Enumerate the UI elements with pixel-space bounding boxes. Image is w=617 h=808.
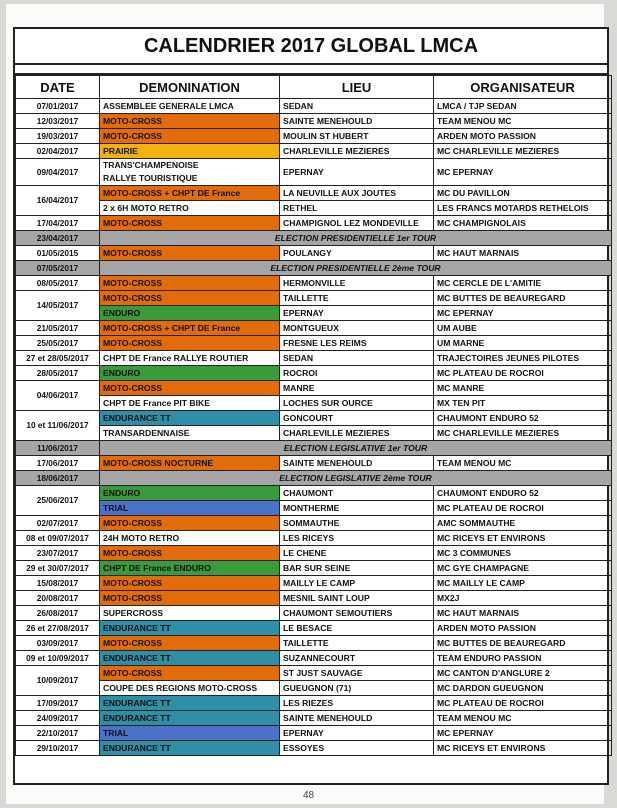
organisateur-cell: MC CANTON D'ANGLURE 2 bbox=[434, 666, 612, 681]
date-cell: 09/04/2017 bbox=[16, 159, 100, 186]
table-row bbox=[16, 381, 612, 396]
lieu-cell: EPERNAY bbox=[280, 159, 434, 186]
organisateur-cell: MC MAILLY LE CAMP bbox=[434, 576, 612, 591]
event-name-line: TRANS'CHAMPENOISE bbox=[103, 160, 199, 170]
organisateur-cell: MC EPERNAY bbox=[434, 306, 612, 321]
organisateur-cell: MC GYE CHAMPAGNE bbox=[434, 561, 612, 576]
lieu-cell: TAILLETTE bbox=[280, 636, 434, 651]
table-row bbox=[16, 546, 612, 561]
calendar-table bbox=[15, 75, 612, 756]
event-name-cell: MOTO-CROSS bbox=[100, 546, 280, 561]
event-name-cell: ASSEMBLEE GENERALE LMCA bbox=[100, 99, 280, 114]
header-date: DATE bbox=[16, 76, 100, 99]
event-name-cell: MOTO-CROSS bbox=[100, 291, 280, 306]
event-name-cell: TRIAL bbox=[100, 501, 280, 516]
lieu-cell: MONTGUEUX bbox=[280, 321, 434, 336]
event-name-cell: ENDURO bbox=[100, 366, 280, 381]
event-name-cell: MOTO-CROSS bbox=[100, 276, 280, 291]
organisateur-cell: MC PLATEAU DE ROCROI bbox=[434, 501, 612, 516]
table-row bbox=[16, 501, 612, 516]
event-name-cell bbox=[100, 159, 280, 186]
calendar-title: CALENDRIER 2017 GLOBAL LMCA bbox=[15, 29, 607, 65]
table-row bbox=[16, 606, 612, 621]
organisateur-cell: ARDEN MOTO PASSION bbox=[434, 621, 612, 636]
lieu-cell: HERMONVILLE bbox=[280, 276, 434, 291]
organisateur-cell: TEAM MENOU MC bbox=[434, 711, 612, 726]
lieu-cell: CHARLEVILLE MEZIERES bbox=[280, 144, 434, 159]
date-cell: 08/05/2017 bbox=[16, 276, 100, 291]
table-row bbox=[16, 246, 612, 261]
event-name-cell: ENDURANCE TT bbox=[100, 711, 280, 726]
organisateur-cell: MX2J bbox=[434, 591, 612, 606]
organisateur-cell: ARDEN MOTO PASSION bbox=[434, 129, 612, 144]
organisateur-cell: MC DARDON GUEUGNON bbox=[434, 681, 612, 696]
election-label: ELECTION LEGISLATIVE 2ème TOUR bbox=[100, 471, 612, 486]
organisateur-cell: CHAUMONT ENDURO 52 bbox=[434, 486, 612, 501]
table-row bbox=[16, 144, 612, 159]
table-row bbox=[16, 306, 612, 321]
date-cell: 19/03/2017 bbox=[16, 129, 100, 144]
organisateur-cell: MC DU PAVILLON bbox=[434, 186, 612, 201]
date-cell: 15/08/2017 bbox=[16, 576, 100, 591]
organisateur-cell: MC CERCLE DE L'AMITIE bbox=[434, 276, 612, 291]
date-cell: 16/04/2017 bbox=[16, 186, 100, 216]
table-row bbox=[16, 114, 612, 129]
organisateur-cell: MC CHARLEVILLE MEZIERES bbox=[434, 426, 612, 441]
date-cell: 25/05/2017 bbox=[16, 336, 100, 351]
organisateur-cell: MC CHARLEVILLE MEZIERES bbox=[434, 144, 612, 159]
date-cell: 25/06/2017 bbox=[16, 486, 100, 516]
lieu-cell: SAINTE MENEHOULD bbox=[280, 711, 434, 726]
election-label: ELECTION PRESIDENTIELLE 1er TOUR bbox=[100, 231, 612, 246]
date-cell: 17/09/2017 bbox=[16, 696, 100, 711]
date-cell: 17/06/2017 bbox=[16, 456, 100, 471]
election-row bbox=[16, 231, 612, 246]
organisateur-cell: MC BUTTES DE BEAUREGARD bbox=[434, 291, 612, 306]
date-cell: 23/04/2017 bbox=[16, 231, 100, 246]
event-name-cell: MOTO-CROSS bbox=[100, 666, 280, 681]
table-row bbox=[16, 666, 612, 681]
table-row bbox=[16, 741, 612, 756]
table-row bbox=[16, 621, 612, 636]
table-row bbox=[16, 186, 612, 201]
date-cell: 17/04/2017 bbox=[16, 216, 100, 231]
lieu-cell: SOMMAUTHE bbox=[280, 516, 434, 531]
lieu-cell: LE BESACE bbox=[280, 621, 434, 636]
lieu-cell: LES RIEZES bbox=[280, 696, 434, 711]
event-name-cell: ENDURANCE TT bbox=[100, 651, 280, 666]
event-name-cell: ENDURANCE TT bbox=[100, 741, 280, 756]
organisateur-cell: MC PLATEAU DE ROCROI bbox=[434, 366, 612, 381]
lieu-cell: ESSOYES bbox=[280, 741, 434, 756]
calendar-frame bbox=[13, 27, 609, 785]
lieu-cell: CHAUMONT bbox=[280, 486, 434, 501]
organisateur-cell: LMCA / TJP SEDAN bbox=[434, 99, 612, 114]
date-cell: 12/03/2017 bbox=[16, 114, 100, 129]
date-cell: 27 et 28/05/2017 bbox=[16, 351, 100, 366]
date-cell: 26 et 27/08/2017 bbox=[16, 621, 100, 636]
organisateur-cell: LES FRANCS MOTARDS RETHELOIS bbox=[434, 201, 612, 216]
lieu-cell: EPERNAY bbox=[280, 726, 434, 741]
header-organisateur: ORGANISATEUR bbox=[434, 76, 612, 99]
table-row bbox=[16, 456, 612, 471]
calendar-body bbox=[16, 99, 612, 756]
date-cell: 01/05/2015 bbox=[16, 246, 100, 261]
date-cell: 08 et 09/07/2017 bbox=[16, 531, 100, 546]
event-name-cell: MOTO-CROSS bbox=[100, 246, 280, 261]
table-row bbox=[16, 291, 612, 306]
event-name-cell: MOTO-CROSS bbox=[100, 516, 280, 531]
table-row bbox=[16, 576, 612, 591]
table-row bbox=[16, 336, 612, 351]
table-row bbox=[16, 696, 612, 711]
organisateur-cell: MC EPERNAY bbox=[434, 159, 612, 186]
page-number: 48 bbox=[302, 790, 315, 801]
event-name-cell: PRAIRIE bbox=[100, 144, 280, 159]
organisateur-cell: MC HAUT MARNAIS bbox=[434, 606, 612, 621]
lieu-cell: TAILLETTE bbox=[280, 291, 434, 306]
lieu-cell: LOCHES SUR OURCE bbox=[280, 396, 434, 411]
event-name-cell: TRANSARDENNAISE bbox=[100, 426, 280, 441]
table-row bbox=[16, 411, 612, 426]
organisateur-cell: MC EPERNAY bbox=[434, 726, 612, 741]
lieu-cell: MANRE bbox=[280, 381, 434, 396]
event-name-cell: CHPT DE France PIT BIKE bbox=[100, 396, 280, 411]
election-row bbox=[16, 261, 612, 276]
event-name-cell: ENDURO bbox=[100, 306, 280, 321]
event-name-cell: MOTO-CROSS bbox=[100, 336, 280, 351]
date-cell: 23/07/2017 bbox=[16, 546, 100, 561]
lieu-cell: MAILLY LE CAMP bbox=[280, 576, 434, 591]
header-lieu: LIEU bbox=[280, 76, 434, 99]
organisateur-cell: MX TEN PIT bbox=[434, 396, 612, 411]
date-cell: 29 et 30/07/2017 bbox=[16, 561, 100, 576]
organisateur-cell: AMC SOMMAUTHE bbox=[434, 516, 612, 531]
organisateur-cell: MC 3 COMMUNES bbox=[434, 546, 612, 561]
date-cell: 20/08/2017 bbox=[16, 591, 100, 606]
lieu-cell: CHAUMONT SEMOUTIERS bbox=[280, 606, 434, 621]
header-demonination: DEMONINATION bbox=[100, 76, 280, 99]
event-name-cell: 24H MOTO RETRO bbox=[100, 531, 280, 546]
event-name-cell: MOTO-CROSS NOCTURNE bbox=[100, 456, 280, 471]
lieu-cell: GUEUGNON (71) bbox=[280, 681, 434, 696]
organisateur-cell: MC CHAMPIGNOLAIS bbox=[434, 216, 612, 231]
date-cell: 07/05/2017 bbox=[16, 261, 100, 276]
date-cell: 22/10/2017 bbox=[16, 726, 100, 741]
lieu-cell: EPERNAY bbox=[280, 306, 434, 321]
lieu-cell: MOULIN ST HUBERT bbox=[280, 129, 434, 144]
lieu-cell: RETHEL bbox=[280, 201, 434, 216]
event-name-cell: ENDURANCE TT bbox=[100, 621, 280, 636]
event-name-cell: MOTO-CROSS bbox=[100, 636, 280, 651]
organisateur-cell: MC MANRE bbox=[434, 381, 612, 396]
organisateur-cell: TRAJECTOIRES JEUNES PILOTES bbox=[434, 351, 612, 366]
event-name-cell: 2 x 6H MOTO RETRO bbox=[100, 201, 280, 216]
event-name-cell: CHPT DE France ENDURO bbox=[100, 561, 280, 576]
lieu-cell: SUZANNECOURT bbox=[280, 651, 434, 666]
table-row bbox=[16, 276, 612, 291]
organisateur-cell: MC RICEYS ET ENVIRONS bbox=[434, 741, 612, 756]
lieu-cell: FRESNE LES REIMS bbox=[280, 336, 434, 351]
lieu-cell: CHAMPIGNOL LEZ MONDEVILLE bbox=[280, 216, 434, 231]
election-label: ELECTION PRESIDENTIELLE 2ème TOUR bbox=[100, 261, 612, 276]
event-name-cell: TRIAL bbox=[100, 726, 280, 741]
event-name-cell: MOTO-CROSS bbox=[100, 591, 280, 606]
table-row bbox=[16, 591, 612, 606]
lieu-cell: SEDAN bbox=[280, 99, 434, 114]
event-name-cell: ENDURANCE TT bbox=[100, 696, 280, 711]
table-row bbox=[16, 711, 612, 726]
date-cell: 26/08/2017 bbox=[16, 606, 100, 621]
election-label: ELECTION LEGISLATIVE 1er TOUR bbox=[100, 441, 612, 456]
lieu-cell: SAINTE MENEHOULD bbox=[280, 456, 434, 471]
lieu-cell: LA NEUVILLE AUX JOUTES bbox=[280, 186, 434, 201]
organisateur-cell: MC RICEYS ET ENVIRONS bbox=[434, 531, 612, 546]
date-cell: 24/09/2017 bbox=[16, 711, 100, 726]
organisateur-cell: TEAM ENDURO PASSION bbox=[434, 651, 612, 666]
organisateur-cell: MC HAUT MARNAIS bbox=[434, 246, 612, 261]
organisateur-cell: CHAUMONT ENDURO 52 bbox=[434, 411, 612, 426]
lieu-cell: POULANGY bbox=[280, 246, 434, 261]
date-cell: 10 et 11/06/2017 bbox=[16, 411, 100, 441]
event-name-cell: ENDURO bbox=[100, 486, 280, 501]
table-row bbox=[16, 681, 612, 696]
date-cell: 14/05/2017 bbox=[16, 291, 100, 321]
date-cell: 02/04/2017 bbox=[16, 144, 100, 159]
date-cell: 04/06/2017 bbox=[16, 381, 100, 411]
date-cell: 11/06/2017 bbox=[16, 441, 100, 456]
event-name-cell: MOTO-CROSS bbox=[100, 216, 280, 231]
lieu-cell: CHARLEVILLE MEZIERES bbox=[280, 426, 434, 441]
table-row bbox=[16, 396, 612, 411]
event-name-cell: COUPE DES REGIONS MOTO-CROSS bbox=[100, 681, 280, 696]
event-name-cell: MOTO-CROSS + CHPT DE France bbox=[100, 186, 280, 201]
event-name-cell: ENDURANCE TT bbox=[100, 411, 280, 426]
event-name-cell: CHPT DE France RALLYE ROUTIER bbox=[100, 351, 280, 366]
organisateur-cell: UM AUBE bbox=[434, 321, 612, 336]
organisateur-cell: UM MARNE bbox=[434, 336, 612, 351]
lieu-cell: SEDAN bbox=[280, 351, 434, 366]
table-row bbox=[16, 321, 612, 336]
table-row bbox=[16, 651, 612, 666]
header-row bbox=[16, 76, 612, 99]
date-cell: 29/10/2017 bbox=[16, 741, 100, 756]
event-name-cell: MOTO-CROSS + CHPT DE France bbox=[100, 321, 280, 336]
date-cell: 09 et 10/09/2017 bbox=[16, 651, 100, 666]
election-row bbox=[16, 471, 612, 486]
table-row bbox=[16, 99, 612, 114]
table-row bbox=[16, 726, 612, 741]
table-row bbox=[16, 216, 612, 231]
date-cell: 02/07/2017 bbox=[16, 516, 100, 531]
table-row bbox=[16, 366, 612, 381]
date-cell: 21/05/2017 bbox=[16, 321, 100, 336]
table-row bbox=[16, 351, 612, 366]
lieu-cell: MONTHERME bbox=[280, 501, 434, 516]
lieu-cell: SAINTE MENEHOULD bbox=[280, 114, 434, 129]
organisateur-cell: TEAM MENOU MC bbox=[434, 114, 612, 129]
organisateur-cell: MC BUTTES DE BEAUREGARD bbox=[434, 636, 612, 651]
table-row bbox=[16, 516, 612, 531]
table-row bbox=[16, 201, 612, 216]
title-spacer bbox=[15, 65, 607, 75]
table-row bbox=[16, 486, 612, 501]
date-cell: 03/09/2017 bbox=[16, 636, 100, 651]
event-name-cell: MOTO-CROSS bbox=[100, 129, 280, 144]
table-row bbox=[16, 426, 612, 441]
date-cell: 10/09/2017 bbox=[16, 666, 100, 696]
date-cell: 18/06/2017 bbox=[16, 471, 100, 486]
lieu-cell: BAR SUR SEINE bbox=[280, 561, 434, 576]
table-row bbox=[16, 129, 612, 144]
lieu-cell: GONCOURT bbox=[280, 411, 434, 426]
event-name-line: RALLYE TOURISTIQUE bbox=[103, 173, 198, 183]
election-row bbox=[16, 441, 612, 456]
organisateur-cell: MC PLATEAU DE ROCROI bbox=[434, 696, 612, 711]
table-row bbox=[16, 636, 612, 651]
lieu-cell: LES RICEYS bbox=[280, 531, 434, 546]
table-row bbox=[16, 561, 612, 576]
lieu-cell: ROCROI bbox=[280, 366, 434, 381]
event-name-cell: MOTO-CROSS bbox=[100, 576, 280, 591]
table-row bbox=[16, 159, 612, 186]
organisateur-cell: TEAM MENOU MC bbox=[434, 456, 612, 471]
event-name-cell: SUPERCROSS bbox=[100, 606, 280, 621]
lieu-cell: ST JUST SAUVAGE bbox=[280, 666, 434, 681]
lieu-cell: MESNIL SAINT LOUP bbox=[280, 591, 434, 606]
date-cell: 28/05/2017 bbox=[16, 366, 100, 381]
date-cell: 07/01/2017 bbox=[16, 99, 100, 114]
lieu-cell: LE CHENE bbox=[280, 546, 434, 561]
event-name-cell: MOTO-CROSS bbox=[100, 114, 280, 129]
table-row bbox=[16, 531, 612, 546]
event-name-cell: MOTO-CROSS bbox=[100, 381, 280, 396]
